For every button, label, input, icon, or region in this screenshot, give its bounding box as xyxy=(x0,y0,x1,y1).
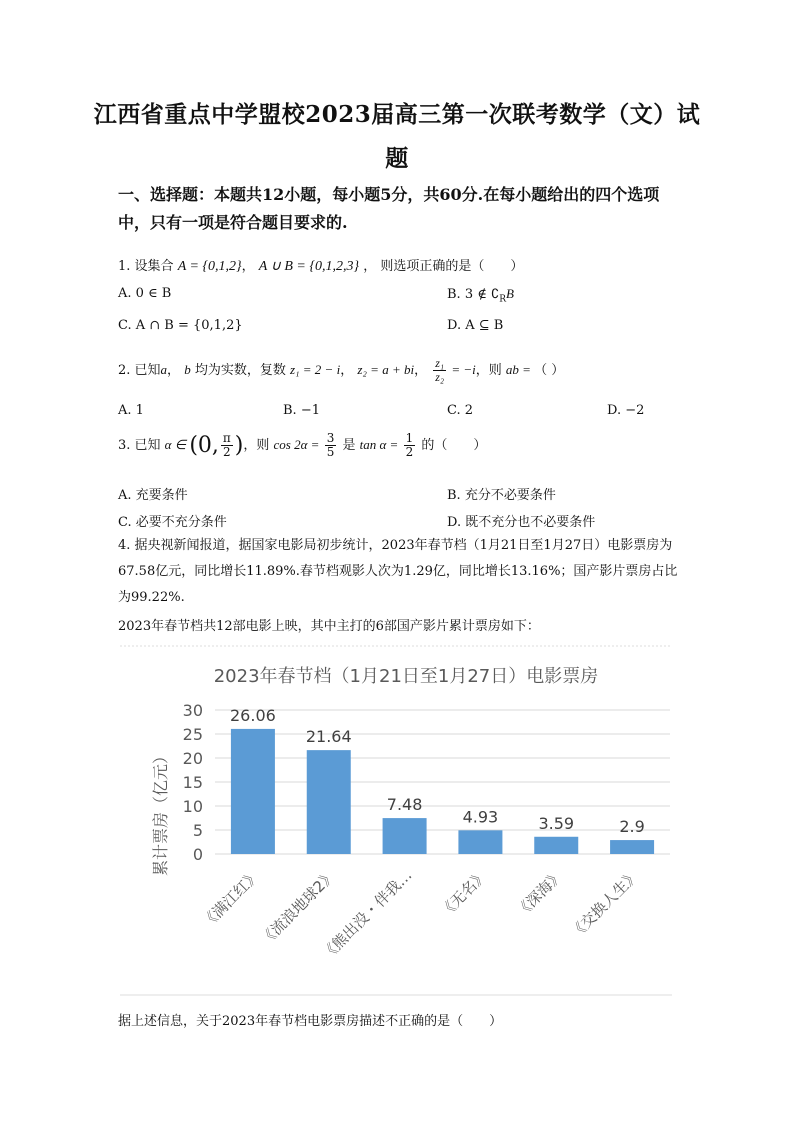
x-category-label: 《深海》 xyxy=(511,866,568,922)
q4-question-text: 据上述信息，关于2023年春节档电影票房描述 xyxy=(118,1014,386,1029)
y-tick-label: 25 xyxy=(182,725,203,744)
x-category-label: 《无名》 xyxy=(436,866,492,922)
q1-number: 1. 设集合 xyxy=(118,259,174,274)
document-title-line2: 题 xyxy=(385,145,409,172)
q4-question xyxy=(118,1010,502,1029)
chart-value-labels xyxy=(230,706,645,836)
q1-option-b-sub: R xyxy=(499,294,507,305)
x-category-label: 《满江红》 xyxy=(197,866,264,932)
q1-option-d: D. A ⊆ B xyxy=(447,318,504,333)
q2-ab: ab = xyxy=(505,362,535,377)
box-office-chart xyxy=(120,640,672,998)
section-heading-line2: 中，只有一项是符合题目要求的. xyxy=(118,213,348,232)
q4-question-emphasis: 不 xyxy=(385,1014,399,1029)
q3-p4: 的（ ） xyxy=(417,438,487,453)
q4-paragraph: 4. 据央视新闻报道，据国家电影局初步统计，2023年春节档（1月21日至1月27日）电影票房为67.58亿元，同比增长11.89%.春节档观影人次为1.29亿，同比增长13.16%；国产影片票房占比为99.22%. xyxy=(118,538,678,605)
q1-option-b-text: B. 3 ∉ ∁ xyxy=(447,287,500,302)
q2-p6: ，则 xyxy=(475,363,506,378)
y-tick-label: 20 xyxy=(182,749,203,768)
q3-one: 1 xyxy=(405,431,414,445)
bar xyxy=(307,750,351,854)
q2-b: b xyxy=(184,362,191,377)
bar xyxy=(534,837,578,854)
q1-union: A ∪ B = {0,1,2,3} xyxy=(258,259,360,274)
bar xyxy=(610,840,654,854)
q1-option-a: A. 0 ∈ B xyxy=(118,286,172,301)
q1-set-a: A = {0,1,2} xyxy=(177,259,242,274)
section-heading-line1: 一、选择题：本题共12小题，每小题5分，共60分.在每小题给出的四个选项 xyxy=(118,185,660,204)
q2-p4: ， xyxy=(340,363,358,378)
q3-p1: 3. 已知 xyxy=(118,438,165,453)
q2-p7: （ ） xyxy=(534,363,565,378)
y-tick-label: 15 xyxy=(182,773,203,792)
chart-y-ticks xyxy=(183,701,203,864)
x-category-label: 《流浪地球2》 xyxy=(256,866,340,950)
x-category-label: 《熊出没・伴我… xyxy=(317,866,416,964)
q1-option-c: C. A ∩ B = {0,1,2} xyxy=(118,318,243,333)
q3-alpha-in: α ∈ xyxy=(164,437,190,452)
y-tick-label: 0 xyxy=(192,845,203,864)
chart-bars xyxy=(231,729,654,854)
chart-y-axis-label: 累计票房（亿元） xyxy=(151,747,170,877)
q1-sep: ， xyxy=(241,259,255,274)
q2-option-d: D. −2 xyxy=(607,403,645,418)
q2-p3: 均为实数，复数 xyxy=(190,363,290,378)
q4-question-end: 正确的是（ ） xyxy=(398,1014,503,1029)
q1-option-b xyxy=(447,286,514,305)
q2-frac-den: z₂ xyxy=(435,370,445,384)
bar-value-label: 26.06 xyxy=(230,705,276,725)
q3-option-a: A. 充要条件 xyxy=(118,488,188,503)
q3-interval-left: (0, xyxy=(189,433,219,458)
question-2 xyxy=(118,357,564,384)
q3-option-b: B. 充分不必要条件 xyxy=(447,488,556,503)
bar xyxy=(458,830,502,854)
q3-two2: 2 xyxy=(405,445,414,459)
y-tick-label: 5 xyxy=(192,821,203,840)
q2-option-b: B. −1 xyxy=(283,403,320,418)
bar-value-label: 7.48 xyxy=(386,795,423,815)
question-3 xyxy=(118,432,486,459)
y-tick-label: 10 xyxy=(182,797,203,816)
q1-option-b-end: B xyxy=(506,286,514,301)
bar-value-label: 3.59 xyxy=(538,813,575,833)
q4-intro: 2023年春节档共12部电影上映，其中主打的6部国产影片累计票房如下： xyxy=(118,619,540,634)
q2-option-a: A. 1 xyxy=(118,403,144,418)
bar-value-label: 2.9 xyxy=(619,817,645,837)
q2-option-c: C. 2 xyxy=(447,403,474,418)
q3-option-c: C. 必要不充分条件 xyxy=(118,515,227,530)
q3-pi-fraction xyxy=(221,432,233,459)
q2-z1: z₁ = 2 − i xyxy=(289,362,341,377)
chart-x-labels xyxy=(198,866,643,964)
bar xyxy=(383,818,427,854)
q3-three: 3 xyxy=(326,431,335,445)
question-1 xyxy=(118,255,523,275)
q2-z2: z₂ = a + bi xyxy=(357,362,415,377)
q3-interval-right: ) xyxy=(234,433,244,458)
q2-a: a xyxy=(160,362,168,377)
q2-frac-num: z₁ xyxy=(435,356,445,370)
q3-tan: tan α = xyxy=(359,437,402,452)
chart-title: 2023年春节档（1月21日至1月27日）电影票房 xyxy=(213,666,599,687)
bar xyxy=(231,729,275,854)
q2-eq: = −i xyxy=(448,362,476,377)
document-title-line1: 江西省重点中学盟校2023届高三第一次联考数学（文）试 xyxy=(93,101,701,128)
q2-p5: ， xyxy=(414,363,432,378)
chart-gridlines xyxy=(215,710,670,854)
q3-tan-fraction xyxy=(404,432,416,459)
q3-cos-fraction xyxy=(325,432,337,459)
y-tick-label: 30 xyxy=(182,701,203,720)
q3-cos: cos 2α = xyxy=(273,437,323,452)
q2-fraction xyxy=(433,357,446,384)
q2-p2: ， xyxy=(167,363,185,378)
q3-two: 2 xyxy=(223,445,231,459)
q3-five: 5 xyxy=(326,445,335,459)
bar-value-label: 21.64 xyxy=(305,727,352,747)
q1-tail: ， 则选项正确的是（ ） xyxy=(363,259,524,274)
q2-p1: 2. 已知 xyxy=(118,363,161,378)
x-category-label: 《交换人生》 xyxy=(566,866,643,943)
q3-p3: 是 xyxy=(338,438,360,453)
bar-value-label: 4.93 xyxy=(462,807,499,827)
q3-option-d: D. 既不充分也不必要条件 xyxy=(447,515,596,530)
q3-pi: π xyxy=(222,431,231,445)
q3-p2: ，则 xyxy=(243,438,274,453)
